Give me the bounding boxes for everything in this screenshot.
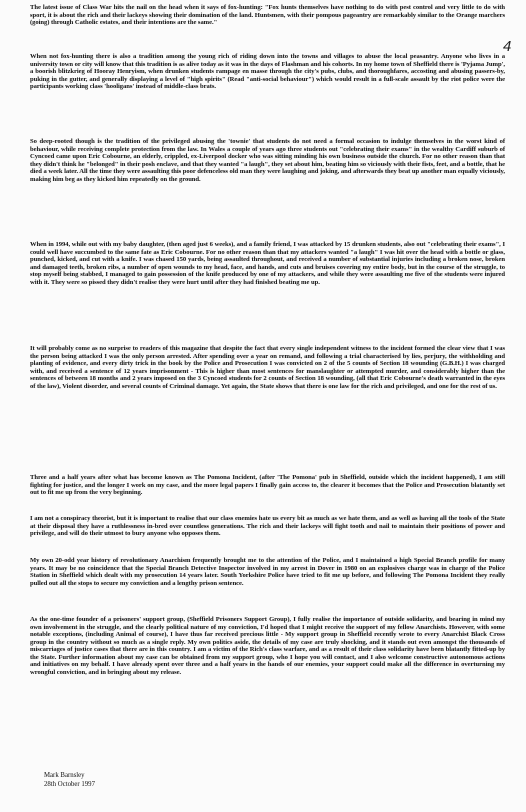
paragraph-1994-attack: When in 1994, while out with my baby daughter, (then aged just 6 weeks), and a family friend, I was attacked by 15 drunken students, also out "celebrating their exams", I could well have succumbed to the same fate as Eric Cobourne. For no other reason than that my attackers wanted "a laugh" I was hit over the head with a bottle or glass, punched, kicked, and cut with a knife. I was chased 150 yards, being assaulted throughout, and received a number of substantial injuries including a broken nose, broken and damaged teeth, broken ribs, a number of open wounds to my head, face, and hands, and cuts and bruises covering my entire body, but in the course of the struggle, to stop myself being stabbed, I managed to gain possession of the knife produced by one of my attackers, and while they were assaulting me five of the students were injured with it. They were so pissed they didn't realise they were hurt until after they had finished beating me up. — [30, 241, 505, 286]
paragraph-class-war-quote: The latest issue of Class War hits the nail on the head when it says of fox-hunting: "Fox hunts themselves have nothing to do with pest control and very little to do with sport, it is about the rich and their lackeys showing their domination of the land. Huntsmen, with their pompous pageantry are remarkably similar to the Orange marchers (going) through Catholic estates, and their intentions are the same." — [30, 4, 505, 27]
page-number: 4 — [503, 38, 512, 55]
paragraph-class-enemies: I am not a conspiracy theorist, but it is important to realise that our class enemies hate us every bit as much as we hate them, and as well as having all the tools of the State at their disposal they have a ruthlessness in-bred over countless generations. The rich and their lackeys will fight tooth and nail to maintain their positions of power and privilege, and will do their utmost to bury anyone who opposes them. — [30, 515, 505, 538]
paragraph-support-appeal: As the one-time founder of a prisoners' support group, (Sheffield Prisoners Support Group), I fully realise the importance of outside solidarity, and bearing in mind my own involvement in the struggle, and the clearly political nature of my conviction, I'd hoped that I might receive the support of my fellow Anarchists. However, with some notable exceptions, (including Animal of course), I have thus far received precious little - My support group in Sheffield recently wrote to every Anarchist Black Cross group in the country without so much as a single reply. My own politics aside, the details of my case are truly shocking, and it stands out even amongst the thousands of miscarriages of justice cases that there are in this country. I am a victim of the Rich's class warfare, and as a result of their class solidarity have been blatantly fitted-up by the State. Further information about my case can be obtained from my support group, who I hope you will contact, and I also welcome constructive autonomous actions and initiatives on my behalf. I have already spent over three and a half years in the hands of our enemies, your support could make all the difference in overturning my wrongful conviction, and in bringing about my release. — [30, 616, 505, 676]
paragraph-arrest-sentence: It will probably come as no surprise to readers of this magazine that despite the fact that every single independent witness to the incident formed the clear view that I was the person being attacked I was the only person arrested. After spending over a year on remand, and following a trial characterised by lies, perjury, the withholding and planting of evidence, and every dirty trick in the book by the Police and Prosecution I was convicted on 2 of the 5 counts of Section 18 wounding (G.B.H.) I was charged with, and received a sentence of 12 years imprisonment - This is higher than most sentences for manslaughter or attempted murder, and considerably higher than the sentences of between 18 months and 2 years imposed on the 3 Cyncoed students for 2 counts of Section 18 wounding, (all that Eric Cobourne's death warranted in the eyes of the law), Violent disorder, and several counts of Criminal damage. Yet again, the State shows that there is one law for the rich and privileged, and one for the rest of us. — [30, 345, 505, 390]
signature-name: Mark Barnsley — [44, 772, 85, 779]
paragraph-eric-cobourne: So deep-rooted though is the tradition of the privileged abusing the 'townie' that students do not need a formal occasion to indulge themselves in the worst kind of behaviour, while receiving complete protection from the law. In Wales a couple of years ago three students out "celebrating their exams" in the wealthy Cardiff suburb of Cyncoed came upon Eric Cobourne, an elderly, crippled, ex-Liverpool docker who was sitting minding his own business outside the church. For no other reason than that they didn't think he "belonged" in their posh enclave, and that they wanted "a laugh", they set about him, beating him so viciously with their fists, feet, and a bottle, that he died a week later. All the time they were assaulting this poor defenceless old man they were laughing and joking, and afterwards they beat up another man equally viciously, making him beg as they kicked him repeatedly on the ground. — [30, 138, 505, 183]
paragraph-anarchism-history: My own 20-odd year history of revolutionary Anarchism frequently brought me to the attention of the Police, and I maintained a high Special Branch profile for many years. It may be no coincidence that the Special Branch Detective Inspector involved in my arrest in Dover in 1980 on an explosives charge was in charge of the Police Station in Sheffield which dealt with my prosecution 14 years later. South Yorkshire Police have tried to fit me up before, and following The Pomona Incident they really pulled out all the stops to secure my conviction and a lengthy prison sentence. — [30, 557, 505, 587]
signature-date: 28th October 1997 — [44, 781, 95, 788]
paragraph-pyjama-jump: When not fox-hunting there is also a tradition among the young rich of riding down into the towns and villages to abuse the local peasantry. Anyone who lives in a university town or city will know that this tradition is as alive today as it was in the days of Flashman and his cohorts. In my home town of Sheffield there is 'Pyjama Jump', a boorish blitzkrieg of Hooray Henryism, when drunken students rampage en masse through the city's pubs, clubs, and thoroughfares, accosting and abusing passers-by, puking in the gutter, and generally displaying a level of "high spirits" (Read "anti-social behaviour") which would result in a full-scale assault by the riot police were the participants working class 'hooligans' instead of middle-class brats. — [30, 53, 505, 91]
paragraph-pomona-incident: Three and a half years after what has become known as The Pomona Incident, (after 'The Pomona' pub in Sheffield, outside which the incident happened), I am still fighting for justice, and the longer I work on my case, and the more legal papers I finally gain access to, the clearer it becomes that the Police and Prosecution blatantly set out to fit me up from the very beginning. — [30, 474, 505, 497]
